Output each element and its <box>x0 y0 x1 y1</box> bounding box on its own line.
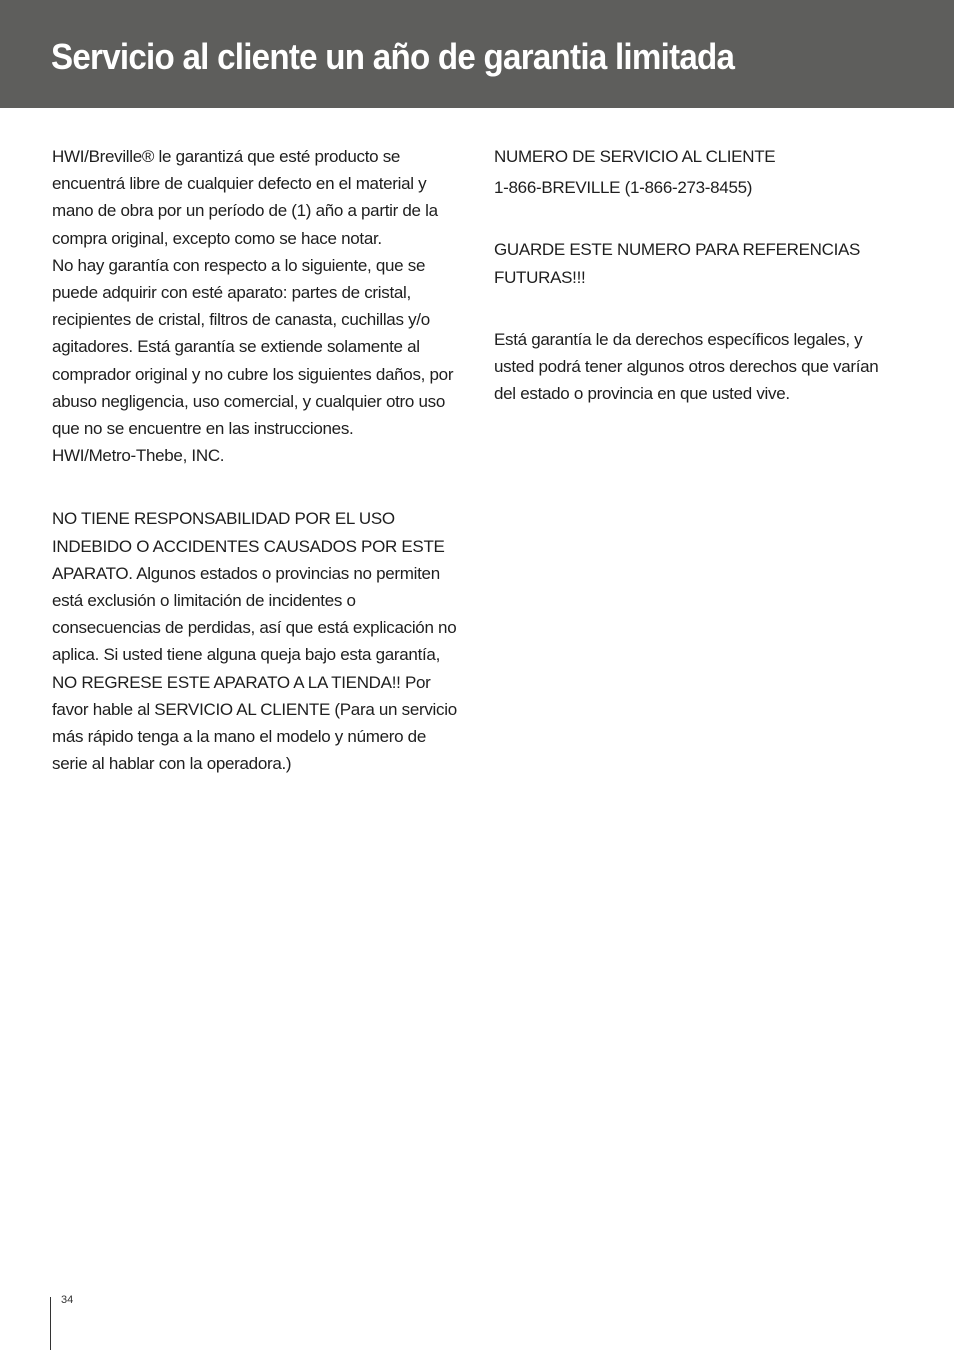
company-name: HWI/Metro-Thebe, INC. <box>52 446 225 466</box>
spacer <box>494 201 904 236</box>
legal-rights-paragraph: Está garantía le da derechos específicos legales, y usted podrá tener algunos otros derechos que varían del estado o provincia en que usted vive. <box>494 329 879 404</box>
left-column <box>52 143 464 777</box>
service-phone-number: 1-866-BREVILLE (1-866-273-8455) <box>494 178 753 198</box>
liability-paragraph: NO TIENE RESPONSABILIDAD POR EL USO INDEBIDO O ACCIDENTES CAUSADOS POR ESTE APARATO. Algunos estados o provincias no permiten está exclusión o limitación de incidentes o consecuencias de perdidas, así que está explicación no aplica. Si usted tiene alguna queja bajo esta garantía, NO REGRESE ESTE APARATO A LA TIENDA!! Por favor hable al SERVICIO AL CLIENTE (Para un servicio más rápido tenga a la mano el modelo y número de serie al hablar con la operadora.) <box>52 509 457 774</box>
spacer <box>494 291 904 326</box>
spacer <box>52 469 464 505</box>
warranty-paragraph: HWI/Breville® le garantizá que esté producto se encuentrá libre de cualquier defecto en el material y mano de obra por un período de (1) año a partir de la compra original, excepto como se hace notar. <box>52 147 438 248</box>
exclusions-paragraph: No hay garantía con respecto a lo siguiente, que se puede adquirir con esté aparato: partes de cristal, recipientes de cristal, filtros de canasta, cuchillas y/o agitadores. Está garantía se extiende solamente al comprador original y no cubre los siguientes daños, por abuso negligencia, uso comercial, y cualquier otro uso que no se encuentre en las instrucciones. <box>52 255 454 439</box>
page-header <box>0 0 954 108</box>
page-title: Servicio al cliente un año de garantia limitada <box>51 36 735 77</box>
keep-number-note: GUARDE ESTE NUMERO PARA REFERENCIAS FUTURAS!!! <box>494 240 861 287</box>
service-number-label: NUMERO DE SERVICIO AL CLIENTE <box>494 147 776 166</box>
page-number: 34 <box>61 1294 74 1306</box>
footer-rule <box>50 1297 51 1350</box>
right-column <box>494 143 904 407</box>
